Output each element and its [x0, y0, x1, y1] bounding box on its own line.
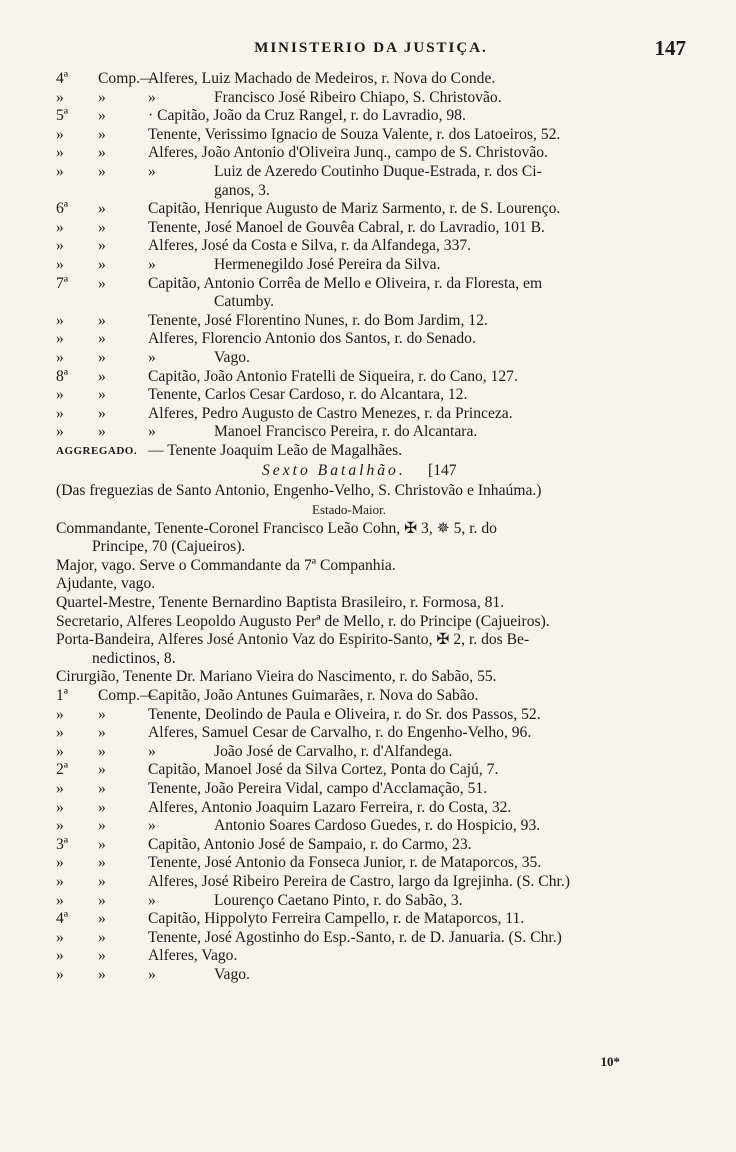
company-number: » [56, 218, 64, 236]
ditto-mark: » [148, 965, 156, 983]
company-line [56, 892, 684, 911]
company-line [56, 724, 684, 743]
staff-heading-line [56, 501, 684, 520]
officer-entry: Vago. [214, 348, 250, 366]
company-number: » [56, 255, 64, 273]
company-number: 5ª [56, 107, 69, 125]
company-number: » [56, 742, 64, 760]
company-number: » [56, 817, 64, 835]
staff-line [56, 538, 684, 557]
company-line [56, 947, 684, 966]
staff-line [56, 631, 684, 650]
company-marker: » [98, 237, 106, 255]
company-number: 1ª [56, 687, 69, 704]
staff-entry: Ajudante, vago. [56, 575, 156, 593]
officer-entry: Tenente, Carlos Cesar Cardoso, r. do Alcantara, 12. [148, 386, 468, 404]
section-title: Sexto Batalhão. [262, 462, 406, 480]
officer-entry: Capitão, Antonio Corrêa de Mello e Oliveira, r. da Floresta, em [148, 274, 543, 292]
company-number: » [56, 891, 64, 909]
company-marker: » [98, 218, 106, 236]
company-marker: » [98, 761, 106, 779]
roster-line [56, 423, 684, 442]
company-number: » [56, 125, 64, 143]
company-number: 6ª [56, 200, 69, 218]
company-number: » [56, 854, 64, 872]
staff-entry: Major, vago. Serve o Commandante da 7ª Companhia. [56, 556, 396, 574]
aggregado-label: AGGREGADO. [56, 444, 138, 457]
company-number: » [56, 872, 64, 890]
company-marker: » [98, 367, 106, 385]
company-marker: » [98, 854, 106, 872]
company-number: » [56, 947, 64, 965]
roster-line [56, 293, 684, 312]
officer-entry: Antonio Soares Cardoso Guedes, r. do Hospicio, 93. [214, 817, 541, 835]
section-bracket: [147 [428, 462, 457, 480]
officer-entry: Alferes, José Ribeiro Pereira de Castro, largo da Igrejinha. (S. Chr.) [148, 872, 570, 890]
company-marker: » [98, 817, 106, 835]
officer-entry: Luiz de Azeredo Coutinho Duque-Estrada, r. dos Ci- [214, 162, 542, 180]
staff-line [56, 594, 684, 613]
officer-entry: Tenente, José Florentino Nunes, r. do Bom Jardim, 12. [148, 311, 488, 329]
company-number: 2ª [56, 761, 69, 779]
officer-entry: Tenente, José Manoel de Gouvêa Cabral, r. do Lavradio, 101 B. [148, 218, 545, 236]
officer-entry: Alferes, José da Costa e Silva, r. da Alfandega, 337. [148, 237, 472, 255]
ditto-mark: » [148, 348, 156, 366]
ditto-mark: » [148, 742, 156, 760]
officer-entry: Tenente, José Agostinho do Esp.-Santo, r. de D. Januaria. (S. Chr.) [148, 928, 562, 946]
company-number: » [56, 144, 64, 162]
company-line [56, 854, 684, 873]
company-marker: » [98, 386, 106, 404]
officer-entry: Alferes, Vago. [148, 947, 238, 965]
company-number: 4ª [56, 70, 69, 87]
company-marker: » [98, 162, 106, 180]
company-marker: Comp.— [98, 70, 156, 87]
company-number: » [56, 88, 64, 106]
roster-line [56, 89, 684, 108]
officer-entry: Tenente, João Pereira Vidal, campo d'Acclamação, 51. [148, 779, 488, 797]
staff-entry: Quartel-Mestre, Tenente Bernardino Baptista Brasileiro, r. Formosa, 81. [56, 594, 505, 612]
aggregado-text: — Tenente Joaquim Leão de Magalhães. [148, 441, 403, 459]
company-marker: » [98, 891, 106, 909]
officer-entry: Alferes, Pedro Augusto de Castro Menezes, r. da Princeza. [148, 404, 513, 422]
company-marker: » [98, 274, 106, 292]
company-number: » [56, 237, 64, 255]
roster-line [56, 219, 684, 238]
roster-line [56, 182, 684, 201]
roster-line [56, 330, 684, 349]
ditto-mark: » [148, 423, 156, 441]
company-number: » [56, 705, 64, 723]
staff-entry: Porta-Bandeira, Alferes José Antonio Vaz do Espirito-Santo, ✠ 2, r. dos Be- [56, 631, 530, 649]
officer-entry: Tenente, José Antonio da Fonseca Junior, r. de Mataporcos, 35. [148, 854, 542, 872]
officer-entry: Capitão, Antonio José de Sampaio, r. do Carmo, 23. [148, 835, 472, 853]
officer-entry: Francisco José Ribeiro Chiapo, S. Christovão. [214, 88, 502, 106]
company-marker: » [98, 255, 106, 273]
officer-entry: Lourenço Caetano Pinto, r. do Sabão, 3. [214, 891, 463, 909]
staff-line [56, 575, 684, 594]
staff-entry: Cirurgião, Tenente Dr. Mariano Vieira do Nascimento, r. do Sabão, 55. [56, 668, 497, 686]
officer-entry: Alferes, João Antonio d'Oliveira Junq., campo de S. Christovão. [148, 144, 548, 162]
roster-line [56, 70, 684, 89]
officer-entry: Hermenegildo José Pereira da Silva. [214, 255, 441, 273]
staff-line [56, 650, 684, 669]
company-number: » [56, 386, 64, 404]
company-number: » [56, 330, 64, 348]
roster-line [56, 107, 684, 126]
officer-entry: Tenente, Deolindo de Paula e Oliveira, r. do Sr. dos Passos, 52. [148, 705, 541, 723]
roster-line [56, 386, 684, 405]
roster-line [56, 144, 684, 163]
company-number: » [56, 965, 64, 983]
roster-line [56, 275, 684, 294]
page-body [56, 70, 684, 985]
company-marker: » [98, 144, 106, 162]
company-line [56, 761, 684, 780]
officer-entry: Capitão, Manoel José da Silva Cortez, Ponta do Cajú, 7. [148, 761, 499, 779]
page-number: 147 [654, 36, 686, 60]
company-line [56, 836, 684, 855]
roster-line [56, 368, 684, 387]
staff-line [56, 520, 684, 539]
officer-entry: Capitão, João Antunes Guimarães, r. Nova do Sabão. [148, 687, 479, 704]
roster-line [56, 163, 684, 182]
running-title: MINISTERIO DA JUSTIÇA. [254, 40, 488, 56]
staff-line [56, 613, 684, 632]
continuation-text: ganos, 3. [214, 181, 270, 199]
officer-entry: · Capitão, João da Cruz Rangel, r. do Lavradio, 98. [148, 107, 466, 125]
continuation-text: Principe, 70 (Cajueiros). [92, 538, 246, 556]
parishes-note: (Das freguezias de Santo Antonio, Engenho-Velho, S. Christovão e Inhaúma.) [56, 482, 542, 500]
section-title-line [56, 460, 684, 482]
roster-line [56, 312, 684, 331]
company-line [56, 817, 684, 836]
company-marker: » [98, 107, 106, 125]
page-header [56, 36, 686, 62]
staff-line [56, 557, 684, 576]
company-line [56, 966, 684, 985]
roster-line [56, 237, 684, 256]
ditto-mark: » [148, 162, 156, 180]
staff-entry: Secretario, Alferes Leopoldo Augusto Perª de Mello, r. do Principe (Cajueiros). [56, 612, 550, 630]
company-number: » [56, 162, 64, 180]
officer-entry: Capitão, João Antonio Fratelli de Siqueira, r. do Cano, 127. [148, 367, 518, 385]
company-marker: » [98, 965, 106, 983]
company-line [56, 687, 684, 706]
signature-mark: 10* [600, 1054, 620, 1069]
officer-entry: Alferes, Samuel Cesar de Carvalho, r. do Engenho-Velho, 96. [148, 724, 532, 742]
company-marker: » [98, 705, 106, 723]
company-marker: » [98, 311, 106, 329]
company-marker: » [98, 798, 106, 816]
company-number: » [56, 724, 64, 742]
officer-entry: Alferes, Luiz Machado de Medeiros, r. Nova do Conde. [148, 70, 496, 87]
company-number: » [56, 404, 64, 422]
company-line [56, 706, 684, 725]
company-number: » [56, 423, 64, 441]
company-line [56, 910, 684, 929]
ditto-mark: » [148, 817, 156, 835]
company-marker: » [98, 872, 106, 890]
company-number: 7ª [56, 274, 69, 292]
ditto-mark: » [148, 88, 156, 106]
company-number: » [56, 779, 64, 797]
staff-entry: Commandante, Tenente-Coronel Francisco Leão Cohn, ✠ 3, ✵ 5, r. do [56, 519, 497, 537]
continuation-text: nedictinos, 8. [92, 649, 176, 667]
officer-entry: Alferes, Antonio Joaquim Lazaro Ferreira, r. do Costa, 32. [148, 798, 512, 816]
company-number: » [56, 311, 64, 329]
company-line [56, 873, 684, 892]
company-number: 4ª [56, 910, 69, 928]
company-marker: » [98, 88, 106, 106]
company-line [56, 780, 684, 799]
officer-entry: João José de Carvalho, r. d'Alfandega. [214, 742, 453, 760]
company-number: 8ª [56, 367, 69, 385]
officer-entry: Capitão, Henrique Augusto de Mariz Sarmento, r. de S. Lourenço. [148, 200, 561, 218]
officer-entry: Vago. [214, 965, 250, 983]
roster-line [56, 126, 684, 145]
roster-line [56, 349, 684, 368]
company-marker: » [98, 423, 106, 441]
company-marker: » [98, 910, 106, 928]
roster-line [56, 200, 684, 219]
company-marker: Comp.— [98, 687, 156, 704]
company-marker: » [98, 947, 106, 965]
company-marker: » [98, 125, 106, 143]
company-number: 3ª [56, 835, 69, 853]
company-number: » [56, 798, 64, 816]
ditto-mark: » [148, 891, 156, 909]
company-marker: » [98, 779, 106, 797]
company-marker: » [98, 928, 106, 946]
company-marker: » [98, 200, 106, 218]
roster-line [56, 405, 684, 424]
staff-line [56, 668, 684, 687]
company-line [56, 799, 684, 818]
roster-line [56, 256, 684, 275]
company-number: » [56, 348, 64, 366]
company-marker: » [98, 835, 106, 853]
officer-entry: Capitão, Hippolyto Ferreira Campello, r. de Mataporcos, 11. [148, 910, 525, 928]
parishes-line [56, 482, 684, 501]
aggregado-line [56, 442, 684, 461]
officer-entry: Alferes, Florencio Antonio dos Santos, r. do Senado. [148, 330, 476, 348]
officer-entry: Tenente, Verissimo Ignacio de Souza Valente, r. dos Latoeiros, 52. [148, 125, 561, 143]
company-marker: » [98, 330, 106, 348]
staff-heading: Estado-Maior. [312, 502, 387, 518]
company-marker: » [98, 742, 106, 760]
company-number: » [56, 928, 64, 946]
ditto-mark: » [148, 255, 156, 273]
company-marker: » [98, 724, 106, 742]
company-marker: » [98, 404, 106, 422]
company-marker: » [98, 348, 106, 366]
company-line [56, 929, 684, 948]
company-line [56, 743, 684, 762]
continuation-text: Catumby. [214, 293, 275, 311]
officer-entry: Manoel Francisco Pereira, r. do Alcantara. [214, 423, 478, 441]
